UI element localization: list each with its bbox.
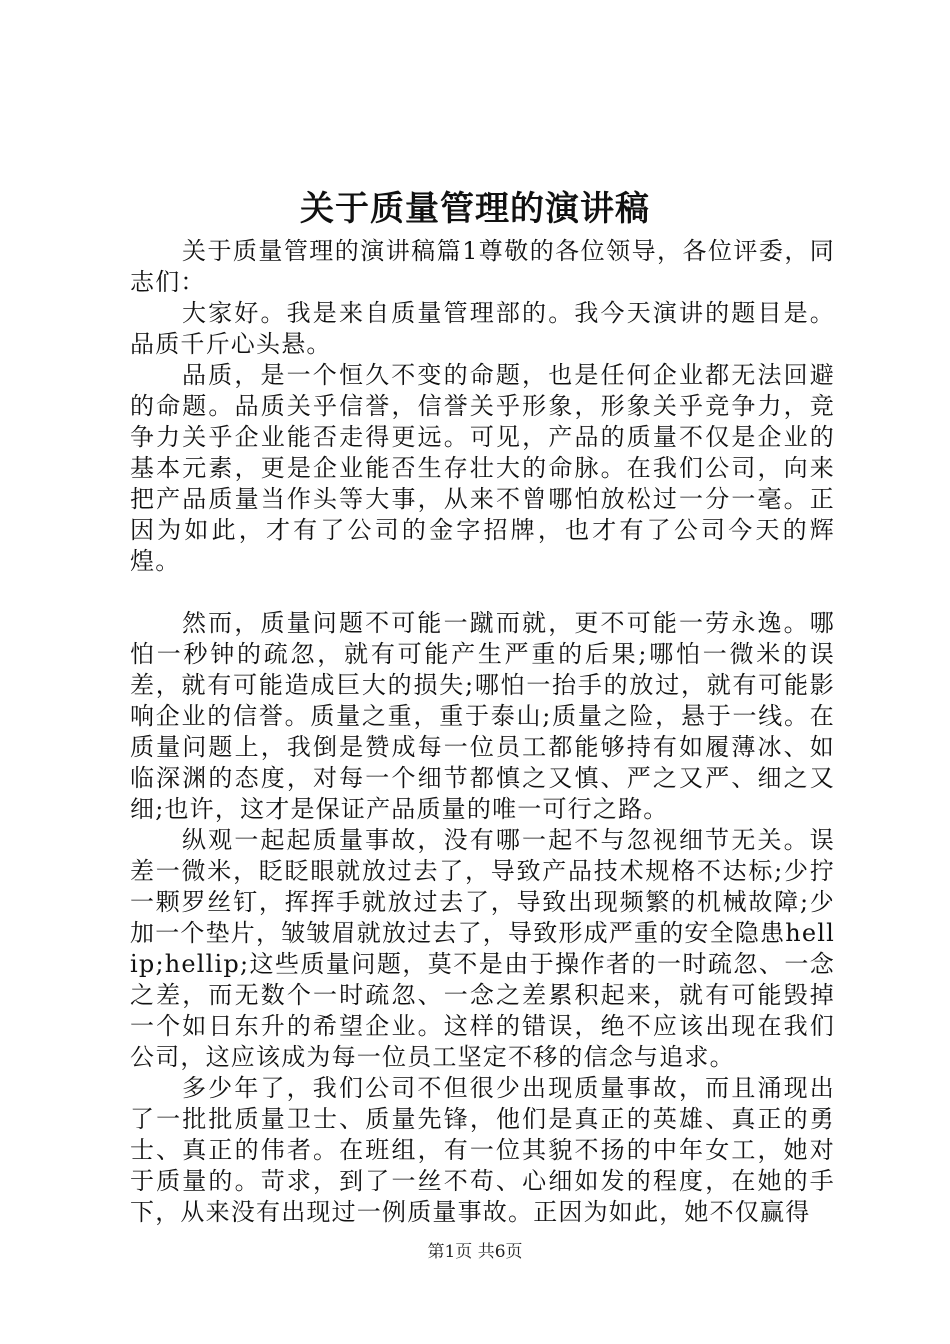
paragraph-accidents: 纵观一起起质量事故，没有哪一起不与忽视细节无关。误差一微米，眨眨眼就放过去了，导致产品技术规格不达标;少拧一颗罗丝钉，挥挥手就放过去了，导致出现频繁的机械故障;少加一个垫片，皱皱眉就放过去了，导致形成严重的安全隐患hellip;hellip;这些质量问题，莫不是由于操作者的一时疏忽、一念之差，而无数个一时疏忽、一念之差累积起来，就有可能毁掉一个如日东升的希望企业。这样的错误，绝不应该出现在我们公司，这应该成为每一位员工坚定不移的信念与追求。 [130, 826, 836, 1071]
document-title: 关于质量管理的演讲稿 [300, 189, 650, 229]
paragraph-quality-importance: 品质，是一个恒久不变的命题，也是任何企业都无法回避的命题。品质关乎信誉，信誉关乎形象，形象关乎竞争力，竞争力关乎企业能否走得更远。可见，产品的质量不仅是企业的基本元素，更是企业能否生存壮大的命脉。在我们公司，向来把产品质量当作头等大事，从来不曾哪怕放松过一分一毫。正因为如此，才有了公司的金字招牌，也才有了公司今天的辉煌。 [130, 361, 835, 575]
paragraph-greeting: 大家好。我是来自质量管理部的。我今天演讲的题目是。品质千斤心头悬。 [130, 299, 835, 358]
paragraph-quality-guardians: 多少年了，我们公司不但很少出现质量事故，而且涌现出了一批批质量卫士、质量先锋，他们是真正的英雄、真正的勇士、真正的伟者。在班组，有一位其貌不扬的中年女工，她对于质量的。苛求，到了一丝不苟、心细如发的程度，在她的手下，从来没有出现过一例质量事故。正因为如此，她不仅赢得 [130, 1074, 835, 1226]
paragraph-salutation: 关于质量管理的演讲稿篇1尊敬的各位领导，各位评委，同志们： [130, 237, 835, 296]
paragraph-quality-risk: 然而，质量问题不可能一蹴而就，更不可能一劳永逸。哪怕一秒钟的疏忽，就有可能产生严重的后果;哪怕一微米的误差，就有可能造成巨大的损失;哪怕一抬手的放过，就有可能影响企业的信誉。质量之重，重于泰山;质量之险，悬于一线。在质量问题上，我倒是赞成每一位员工都能够持有如履薄冰、如临深渊的态度，对每一个细节都慎之又慎、严之又严、细之又细;也许，这才是保证产品质量的唯一可行之路。 [130, 609, 835, 823]
page-number-footer: 第1页 共6页 [427, 1242, 523, 1262]
document-body [130, 236, 835, 1228]
